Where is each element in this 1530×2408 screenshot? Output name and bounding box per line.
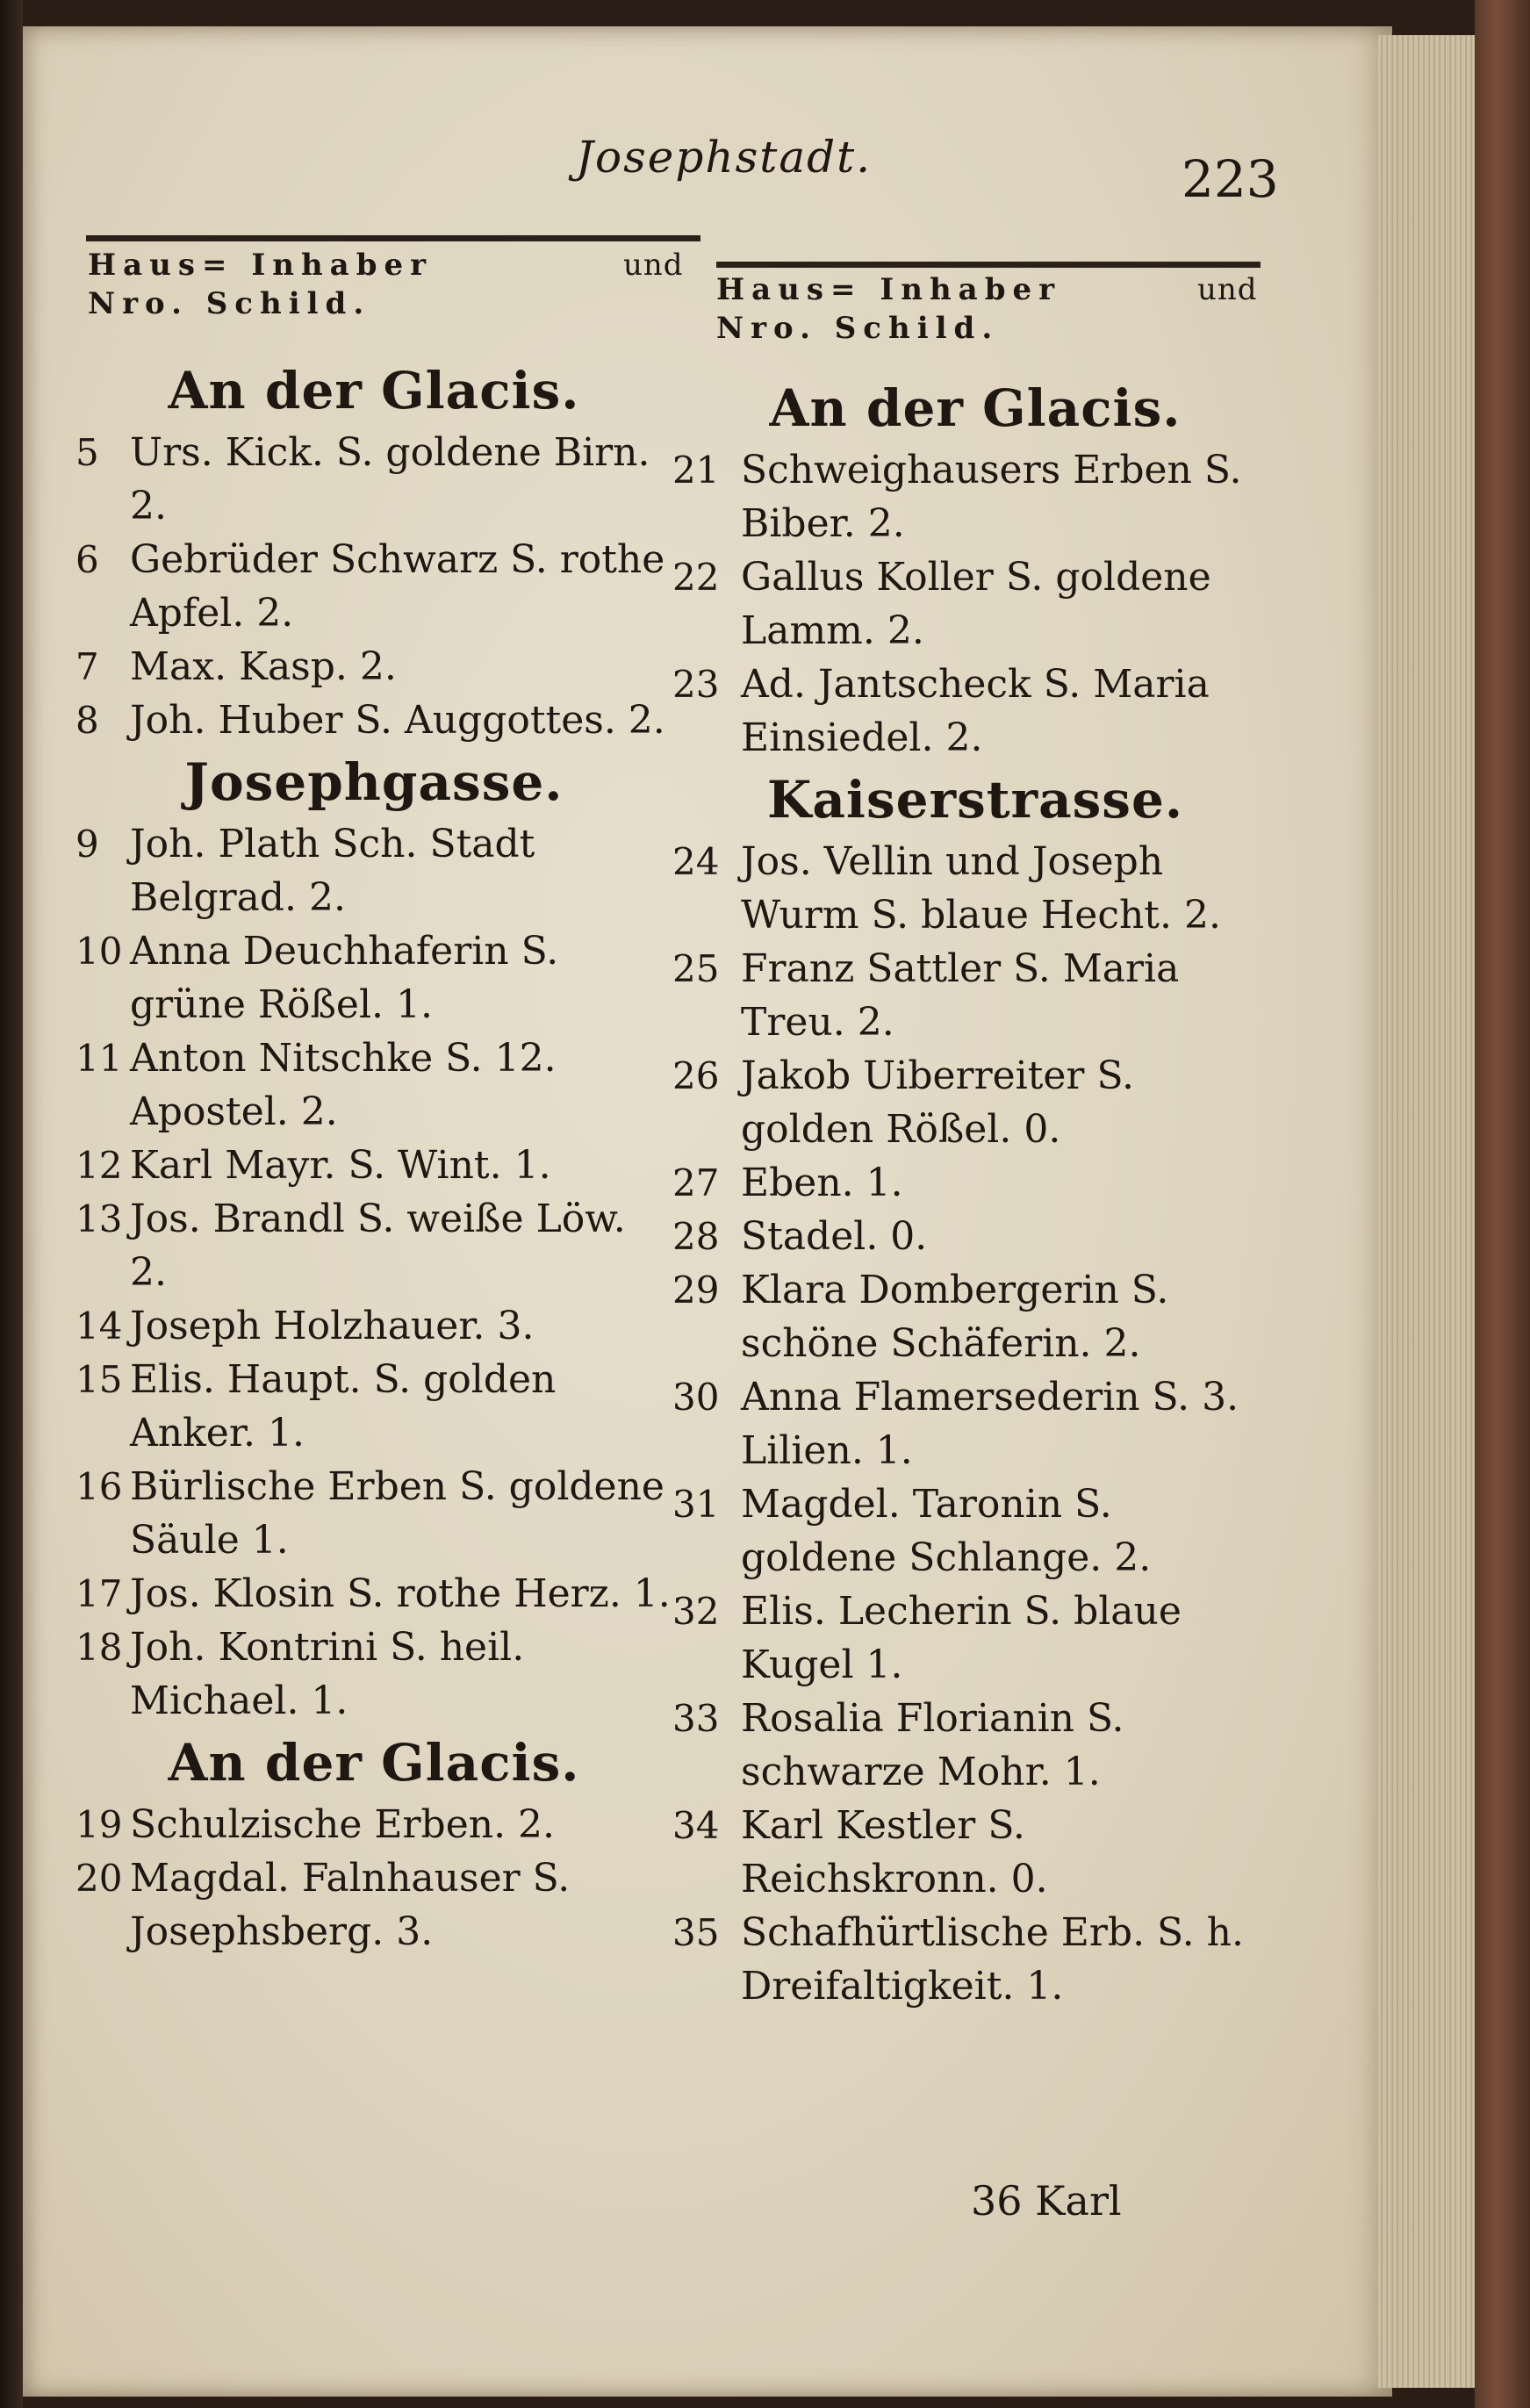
- owner-and-sign: Jos. Brandl S. weiße Löw. 2.: [130, 1197, 626, 1295]
- house-entry: [75, 1851, 672, 1959]
- column-header-right: [716, 270, 1278, 348]
- house-entry: [672, 1585, 1278, 1692]
- house-entry: [672, 1906, 1278, 2013]
- owner-and-sign: Rosalia Florianin S. schwarze Mohr. 1.: [741, 1696, 1124, 1794]
- owner-and-sign: Gebrüder Schwarz S. rothe Apfel. 2.: [130, 537, 665, 636]
- owner-and-sign: Joseph Holzhauer. 3.: [130, 1304, 535, 1348]
- owner-and-sign: Magdel. Taronin S. goldene Schlange. 2.: [741, 1482, 1152, 1580]
- street-heading: An der Glacis.: [168, 1733, 580, 1793]
- house-entry: [672, 1049, 1278, 1156]
- house-entry: [672, 658, 1278, 765]
- house-entry: [75, 533, 672, 640]
- house-number: 34: [672, 1804, 720, 1847]
- page-edges: [1378, 35, 1475, 2388]
- running-head: Josephstadt.: [576, 132, 873, 183]
- house-number: 22: [672, 556, 720, 599]
- house-number: 29: [672, 1269, 720, 1312]
- house-number: 30: [672, 1376, 720, 1419]
- house-number: 25: [672, 947, 720, 990]
- house-number: 5: [75, 431, 99, 474]
- owner-and-sign: Jos. Vellin und Joseph Wurm S. blaue Hecht. 2.: [741, 839, 1221, 938]
- house-number: 27: [672, 1161, 720, 1204]
- house-entry: [672, 942, 1278, 1049]
- street-heading: An der Glacis.: [769, 378, 1182, 438]
- owner-and-sign: Joh. Huber S. Auggottes. 2.: [130, 698, 665, 743]
- left-column: [75, 356, 672, 1959]
- house-number: 7: [75, 645, 99, 688]
- house-entry: [672, 1210, 1278, 1263]
- house-number: 9: [75, 823, 99, 866]
- house-number: 18: [75, 1626, 123, 1669]
- house-entry: [75, 694, 672, 747]
- house-number: 8: [75, 699, 99, 742]
- house-number: 33: [672, 1697, 720, 1740]
- street-heading: Kaiserstrasse.: [766, 770, 1184, 830]
- house-number: 12: [75, 1144, 123, 1187]
- owner-and-sign: Max. Kasp. 2.: [130, 644, 397, 689]
- owner-and-sign: Elis. Lecherin S. blaue Kugel 1.: [741, 1589, 1182, 1687]
- house-entry: [75, 426, 672, 533]
- house-number: 6: [75, 538, 99, 581]
- owner-and-sign: Joh. Kontrini S. heil. Michael. 1.: [130, 1625, 525, 1723]
- header-rule-left: [86, 235, 700, 241]
- column-header-und: und: [1197, 272, 1258, 307]
- column-header-line2: Nro. Schild.: [716, 311, 1000, 346]
- owner-and-sign: Anna Flamersederin S. 3. Lilien. 1.: [741, 1375, 1239, 1473]
- owner-and-sign: Jakob Uiberreiter S. golden Rößel. 0.: [741, 1053, 1135, 1152]
- house-number: 17: [75, 1572, 123, 1615]
- house-entry: [75, 1460, 672, 1567]
- house-entry: [75, 1299, 672, 1353]
- house-number: 35: [672, 1911, 720, 1954]
- book-binding: [1475, 0, 1530, 2408]
- owner-and-sign: Urs. Kick. S. goldene Birn. 2.: [130, 430, 650, 528]
- catchword: 36 Karl: [971, 2177, 1122, 2225]
- owner-and-sign: Stadel. 0.: [741, 1214, 928, 1259]
- house-entry: [672, 1477, 1278, 1585]
- owner-and-sign: Schulzische Erben. 2.: [130, 1802, 556, 1847]
- column-header-line2: Nro. Schild.: [88, 286, 371, 321]
- owner-and-sign: Magdal. Falnhauser S. Josephsberg. 3.: [130, 1856, 571, 1954]
- right-column: [672, 373, 1278, 2013]
- column-header-line1: Haus= Inhaber: [88, 248, 434, 283]
- house-entry: [75, 640, 672, 694]
- book-spine-shadow: [0, 0, 23, 2408]
- house-entry: [75, 1798, 672, 1851]
- owner-and-sign: Karl Mayr. S. Wint. 1.: [130, 1143, 551, 1188]
- owner-and-sign: Jos. Klosin S. rothe Herz. 1.: [130, 1571, 671, 1616]
- house-number: 11: [75, 1037, 123, 1080]
- owner-and-sign: Schweighausers Erben S. Biber. 2.: [741, 448, 1242, 546]
- column-header-line1: Haus= Inhaber: [716, 272, 1062, 307]
- owner-and-sign: Eben. 1.: [741, 1161, 903, 1205]
- house-number: 28: [672, 1215, 720, 1258]
- header-rule-right: [716, 262, 1261, 268]
- house-entry: [75, 1031, 672, 1139]
- house-number: 23: [672, 663, 720, 706]
- owner-and-sign: Elis. Haupt. S. golden Anker. 1.: [130, 1357, 557, 1456]
- house-number: 20: [75, 1857, 123, 1900]
- house-number: 16: [75, 1465, 123, 1508]
- house-entry: [672, 835, 1278, 942]
- page-number: 223: [1182, 149, 1279, 209]
- book-page: [23, 26, 1392, 2397]
- house-number: 31: [672, 1483, 720, 1526]
- house-number: 15: [75, 1358, 123, 1401]
- owner-and-sign: Klara Dombergerin S. schöne Schäferin. 2.: [741, 1268, 1169, 1366]
- house-entry: [75, 1567, 672, 1621]
- owner-and-sign: Bürlische Erben S. goldene Säule 1.: [130, 1464, 664, 1563]
- house-entry: [75, 1621, 672, 1728]
- house-entry: [672, 443, 1278, 550]
- house-number: 24: [672, 840, 720, 883]
- street-heading: An der Glacis.: [168, 361, 580, 421]
- house-entry: [75, 924, 672, 1031]
- column-header-left: [88, 246, 693, 323]
- column-header-und: und: [623, 248, 684, 283]
- house-number: 21: [672, 449, 720, 492]
- house-entry: [75, 1139, 672, 1192]
- house-entry: [672, 1156, 1278, 1210]
- house-entry: [672, 550, 1278, 658]
- owner-and-sign: Gallus Koller S. goldene Lamm. 2.: [741, 555, 1211, 653]
- owner-and-sign: Anton Nitschke S. 12. Apostel. 2.: [130, 1036, 557, 1134]
- house-entry: [75, 1192, 672, 1299]
- house-number: 13: [75, 1197, 123, 1240]
- house-entry: [672, 1799, 1278, 1906]
- owner-and-sign: Franz Sattler S. Maria Treu. 2.: [741, 946, 1180, 1045]
- owner-and-sign: Ad. Jantscheck S. Maria Einsiedel. 2.: [741, 662, 1210, 760]
- owner-and-sign: Joh. Plath Sch. Stadt Belgrad. 2.: [130, 822, 535, 920]
- house-number: 10: [75, 930, 123, 973]
- house-entry: [672, 1370, 1278, 1477]
- house-number: 32: [672, 1590, 720, 1633]
- house-entry: [75, 1353, 672, 1460]
- house-number: 19: [75, 1803, 123, 1846]
- house-number: 26: [672, 1054, 720, 1097]
- house-entry: [75, 817, 672, 924]
- owner-and-sign: Karl Kestler S. Reichskronn. 0.: [741, 1803, 1048, 1901]
- house-entry: [672, 1263, 1278, 1370]
- street-heading: Josephgasse.: [184, 752, 564, 812]
- owner-and-sign: Schafhürtlische Erb. S. h. Dreifaltigkeit. 1.: [741, 1910, 1244, 2009]
- owner-and-sign: Anna Deuchhaferin S. grüne Rößel. 1.: [130, 929, 559, 1027]
- house-entry: [672, 1692, 1278, 1799]
- house-number: 14: [75, 1305, 123, 1348]
